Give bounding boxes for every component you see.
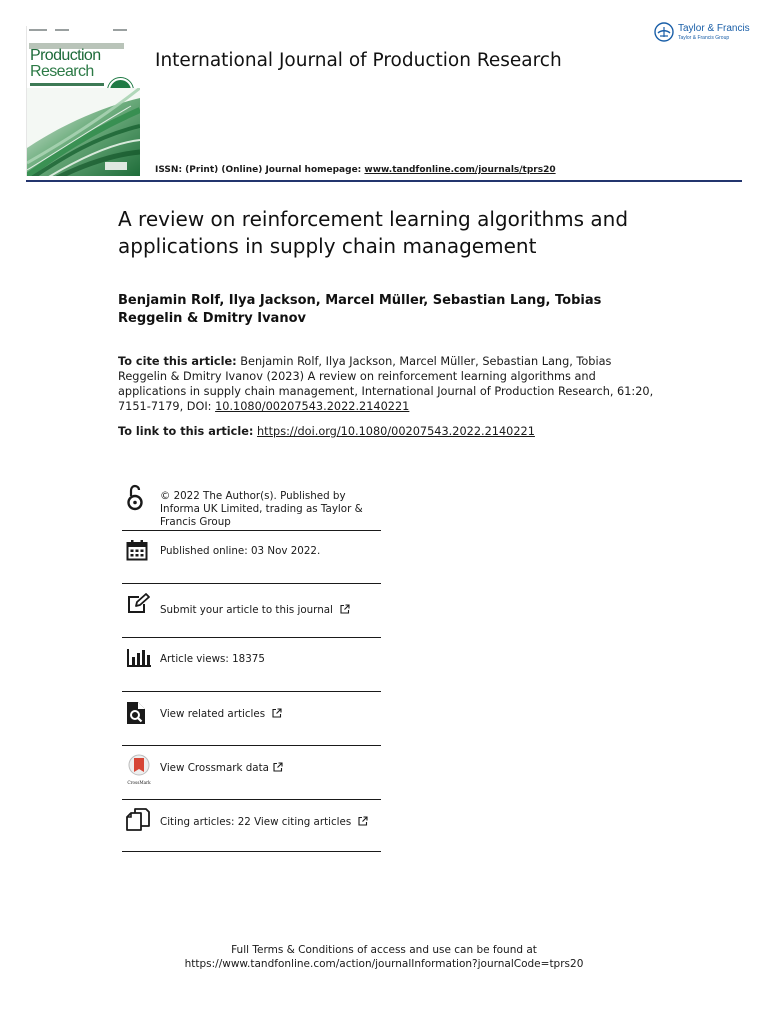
article-authors: Benjamin Rolf, Ilya Jackson, Marcel Müller, Sebastian Lang, Tobias Reggelin & Dmitry Ivanov bbox=[118, 293, 602, 326]
edit-icon bbox=[126, 593, 150, 615]
taylor-francis-icon bbox=[654, 22, 674, 42]
cite-label: To cite this article: bbox=[118, 355, 237, 368]
article-views: Article views: 18375 bbox=[160, 653, 265, 665]
cite-text: Benjamin Rolf, Ilya Jackson, Marcel Müller, Sebastian Lang, Tobias Reggelin & Dmitry Ivanov (2023) A review on reinforcement learning algorithms and applications in supply chain management, International Journal of Production Research, 61:20, 7151-7179, DOI: bbox=[118, 355, 654, 413]
crossmark-icon bbox=[126, 754, 152, 782]
external-link-icon bbox=[273, 762, 283, 772]
license-row bbox=[122, 478, 381, 531]
citation-block bbox=[118, 354, 658, 414]
link-label: To link to this article: bbox=[118, 425, 254, 438]
external-link-icon bbox=[340, 604, 350, 614]
crossmark-data-link[interactable] bbox=[160, 762, 283, 775]
crossmark-row[interactable] bbox=[122, 746, 381, 800]
cover-title-line2: Research bbox=[30, 63, 94, 80]
journal-title: International Journal of Production Research bbox=[155, 50, 562, 71]
terms-url[interactable]: https://www.tandfonline.com/action/journalInformation?journalCode=tprs20 bbox=[184, 958, 584, 970]
cover-top-strip bbox=[29, 29, 129, 33]
article-link-line bbox=[118, 424, 678, 439]
citing-articles-icon bbox=[126, 808, 150, 832]
publisher-name: Taylor & Francis bbox=[678, 23, 750, 34]
terms-line: Full Terms & Conditions of access and use can be found at bbox=[231, 944, 537, 956]
cover-title bbox=[30, 48, 130, 80]
views-row bbox=[122, 638, 381, 692]
external-link-icon bbox=[358, 816, 368, 826]
journal-cover-image bbox=[26, 26, 140, 176]
cite-doi-link[interactable]: 10.1080/00207543.2022.2140221 bbox=[215, 400, 410, 413]
crossmark-data-label: View Crossmark data bbox=[160, 762, 269, 774]
citing-articles-label: Citing articles: 22 View citing articles bbox=[160, 816, 352, 828]
citing-articles-link[interactable] bbox=[160, 816, 368, 829]
published-date: Published online: 03 Nov 2022. bbox=[160, 545, 321, 557]
issn-text: ISSN: (Print) (Online) Journal homepage: bbox=[155, 165, 362, 175]
cover-band bbox=[30, 83, 104, 86]
taylor-francis-logo[interactable] bbox=[654, 22, 750, 48]
terms-footer bbox=[0, 943, 768, 971]
header-divider bbox=[26, 180, 742, 182]
related-articles-link[interactable] bbox=[160, 708, 282, 721]
cover-title-line1: Production bbox=[30, 47, 101, 64]
external-link-icon bbox=[272, 708, 282, 718]
article-title: A review on reinforcement learning algorithms and applications in supply chain management bbox=[118, 207, 629, 258]
related-row[interactable] bbox=[122, 692, 381, 746]
article-doi-link[interactable]: https://doi.org/10.1080/00207543.2022.2140221 bbox=[257, 425, 535, 438]
publisher-subtitle: Taylor & Francis Group bbox=[678, 35, 730, 41]
open-access-icon bbox=[126, 484, 144, 512]
related-articles-icon bbox=[126, 701, 146, 725]
crossmark-icon-label: CrossMark bbox=[127, 780, 151, 785]
submit-article-label: Submit your article to this journal bbox=[160, 604, 333, 616]
bar-chart-icon bbox=[126, 648, 152, 668]
submit-row[interactable] bbox=[122, 584, 381, 638]
published-row bbox=[122, 531, 381, 584]
license-text: © 2022 The Author(s). Published by Informa UK Limited, trading as Taylor & Francis Group bbox=[160, 490, 363, 528]
citing-row[interactable] bbox=[122, 800, 381, 852]
calendar-icon bbox=[126, 539, 148, 561]
article-info-list bbox=[122, 478, 381, 852]
submit-article-link[interactable] bbox=[160, 604, 350, 617]
related-articles-label: View related articles bbox=[160, 708, 266, 720]
issn-line bbox=[155, 165, 556, 175]
cover-publisher-mark bbox=[105, 162, 127, 170]
journal-homepage-link[interactable]: www.tandfonline.com/journals/tprs20 bbox=[364, 165, 556, 175]
